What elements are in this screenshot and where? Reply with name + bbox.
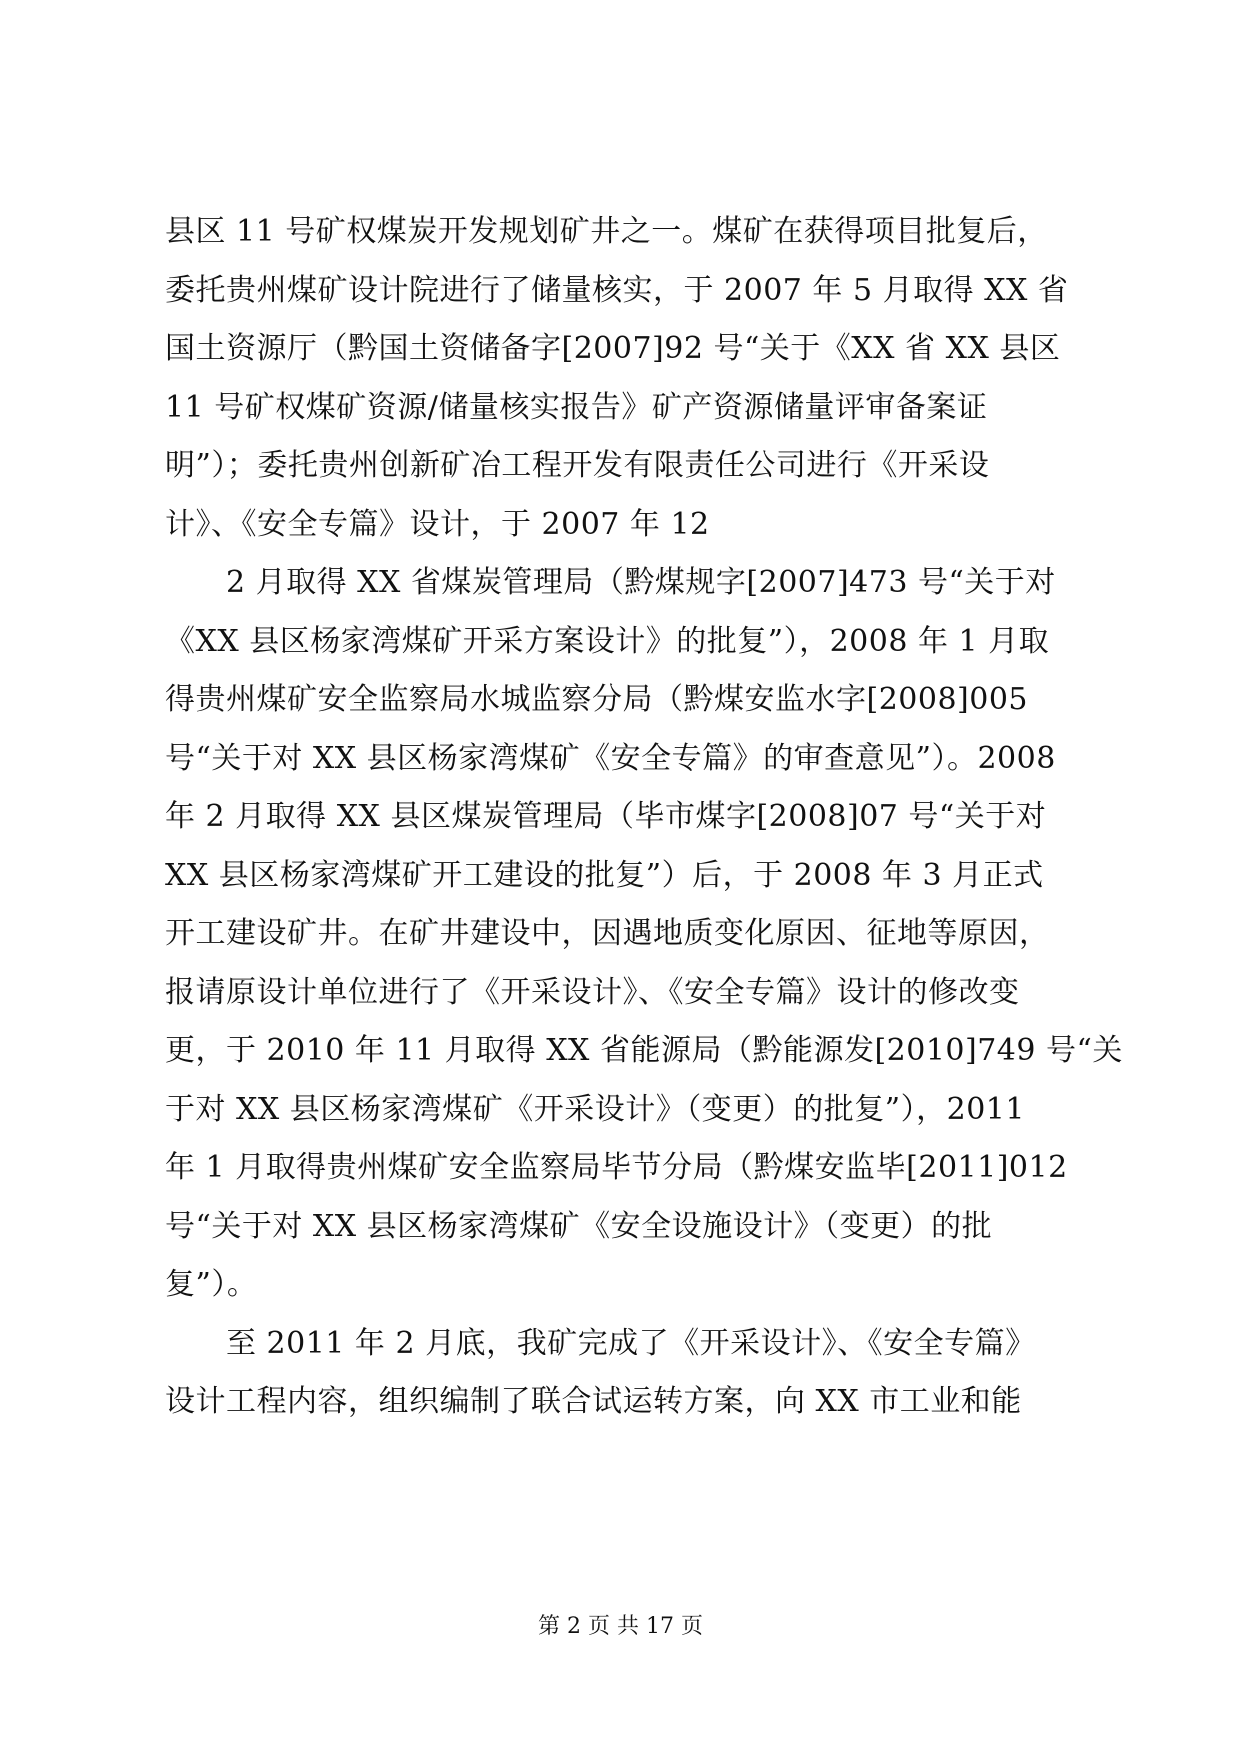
text-line: 11 号矿权煤矿资源/储量核实报告》矿产资源储量评审备案证	[165, 389, 988, 425]
text-line: 更，于 2010 年 11 月取得 XX 省能源局（黔能源发[2010]749 号“关	[165, 1033, 1123, 1068]
text-line: 计》、《安全专篇》设计，于 2007 年 12	[165, 506, 710, 542]
text-line: 年 1 月取得贵州煤矿安全监察局毕节分局（黔煤安监毕[2011]012	[165, 1150, 1068, 1185]
text-line: 于对 XX 县区杨家湾煤矿《开采设计》（变更）的批复”），2011	[165, 1091, 1025, 1127]
text-line: 得贵州煤矿安全监察局水城监察分局（黔煤安监水字[2008]005	[165, 682, 1029, 717]
page-number-footer: 第 2 页 共 17 页	[538, 1614, 703, 1639]
text-line: 号“关于对 XX 县区杨家湾煤矿《安全专篇》的审查意见”）。2008	[165, 740, 1056, 776]
body-text	[165, 203, 1123, 1432]
text-line: 年 2 月取得 XX 县区煤炭管理局（毕市煤字[2008]07 号“关于对	[165, 799, 1047, 834]
text-line: 明”）；委托贵州创新矿冶工程开发有限责任公司进行《开采设	[165, 448, 990, 483]
text-line: 复”）。	[165, 1267, 258, 1302]
text-line: 委托贵州煤矿设计院进行了储量核实，于 2007 年 5 月取得 XX 省	[165, 272, 1069, 308]
text-line: 报请原设计单位进行了《开采设计》、《安全专篇》设计的修改变	[165, 974, 1020, 1010]
text-line: 至 2011 年 2 月底，我矿完成了《开采设计》、《安全专篇》	[165, 1325, 1036, 1361]
text-line: XX 县区杨家湾煤矿开工建设的批复”）后，于 2008 年 3 月正式	[165, 857, 1044, 893]
text-line: 国土资源厅（黔国土资储备字[2007]92 号“关于《XX 省 XX 县区	[165, 331, 1061, 366]
text-line: 《XX 县区杨家湾煤矿开采方案设计》的批复”），2008 年 1 月取	[165, 623, 1050, 659]
text-line: 号“关于对 XX 县区杨家湾煤矿《安全设施设计》（变更）的批	[165, 1208, 993, 1244]
text-line: 开工建设矿井。在矿井建设中，因遇地质变化原因、征地等原因，	[165, 916, 1050, 951]
text-line: 2 月取得 XX 省煤炭管理局（黔煤规字[2007]473 号“关于对	[165, 565, 1056, 600]
text-line: 设计工程内容，组织编制了联合试运转方案，向 XX 市工业和能	[165, 1384, 1022, 1419]
text-line: 县区 11 号矿权煤炭开发规划矿井之一。煤矿在获得项目批复后，	[165, 214, 1048, 249]
